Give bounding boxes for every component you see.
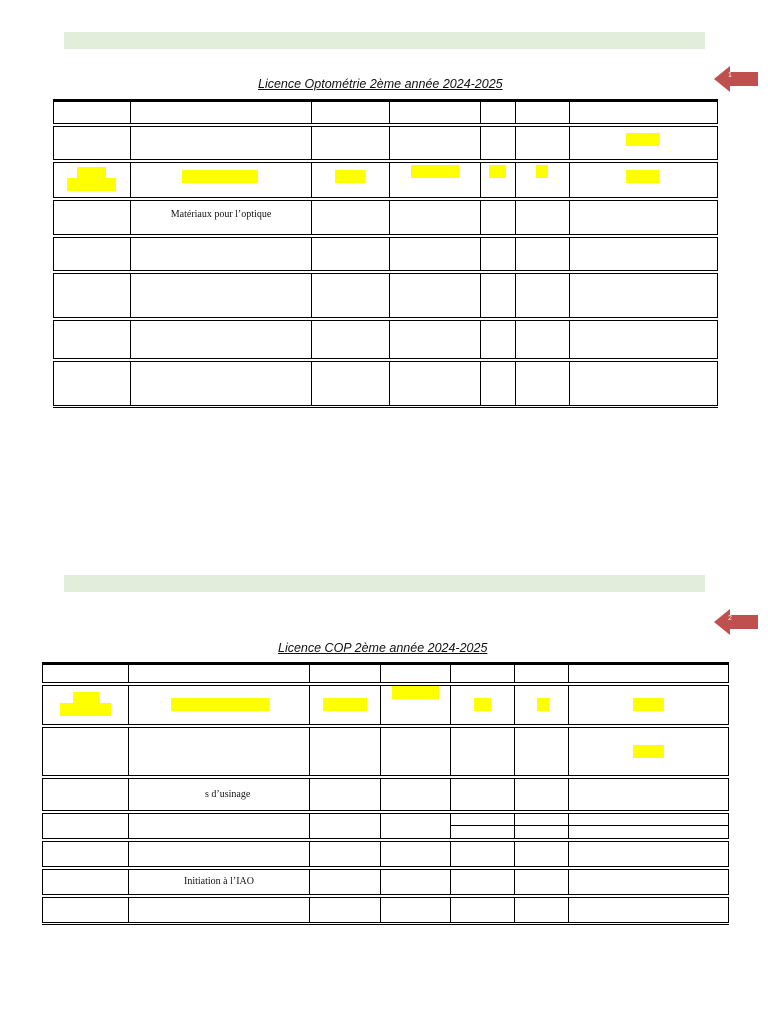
- header-band: [64, 32, 705, 49]
- table-row: [43, 812, 729, 826]
- highlight: [335, 170, 365, 183]
- highlight: [182, 170, 258, 183]
- page-arrow-2[interactable]: [714, 609, 758, 635]
- table-row: [43, 896, 729, 924]
- table-row: [43, 840, 729, 868]
- highlight: [60, 703, 111, 716]
- left-arrow-icon: [714, 66, 758, 92]
- table-row: [43, 868, 729, 896]
- cell-usinage: s d’usinage: [129, 777, 310, 812]
- highlight: [73, 692, 99, 703]
- highlight: [77, 167, 106, 178]
- table-row: [54, 272, 718, 319]
- highlight: [633, 745, 664, 758]
- highlight: [536, 165, 548, 178]
- table-row: [43, 664, 729, 684]
- highlight: [171, 698, 269, 711]
- table-row: [54, 101, 718, 125]
- table-row: [54, 319, 718, 360]
- cell-iao: Initiation à l’IAO: [129, 868, 310, 896]
- page-number: 1: [728, 72, 732, 79]
- table-row: [43, 726, 729, 777]
- header-band: [64, 575, 705, 592]
- table-row: [54, 125, 718, 161]
- highlight: [489, 165, 506, 178]
- table-row: [54, 161, 718, 199]
- highlight: [626, 133, 659, 146]
- table-row: [43, 777, 729, 812]
- highlight: [537, 698, 549, 711]
- cell-materiaux: Matériaux pour l’optique: [131, 199, 312, 236]
- page-number: 2: [728, 615, 732, 622]
- highlight: [411, 165, 459, 178]
- table-row: [43, 684, 729, 726]
- highlight: [474, 698, 491, 711]
- schedule-table: [53, 99, 718, 408]
- highlight: [626, 170, 659, 183]
- highlight: [67, 178, 116, 191]
- table-row: [54, 360, 718, 407]
- left-arrow-icon: [714, 609, 758, 635]
- table-title: Licence COP 2ème année 2024-2025: [278, 641, 488, 655]
- table-row: [54, 236, 718, 272]
- table-title: Licence Optométrie 2ème année 2024-2025: [258, 77, 503, 91]
- table-row: [54, 199, 718, 236]
- highlight: [323, 698, 367, 711]
- page-arrow-1[interactable]: [714, 66, 758, 92]
- highlight: [633, 698, 664, 711]
- highlight: [392, 686, 439, 699]
- schedule-table: [42, 662, 729, 925]
